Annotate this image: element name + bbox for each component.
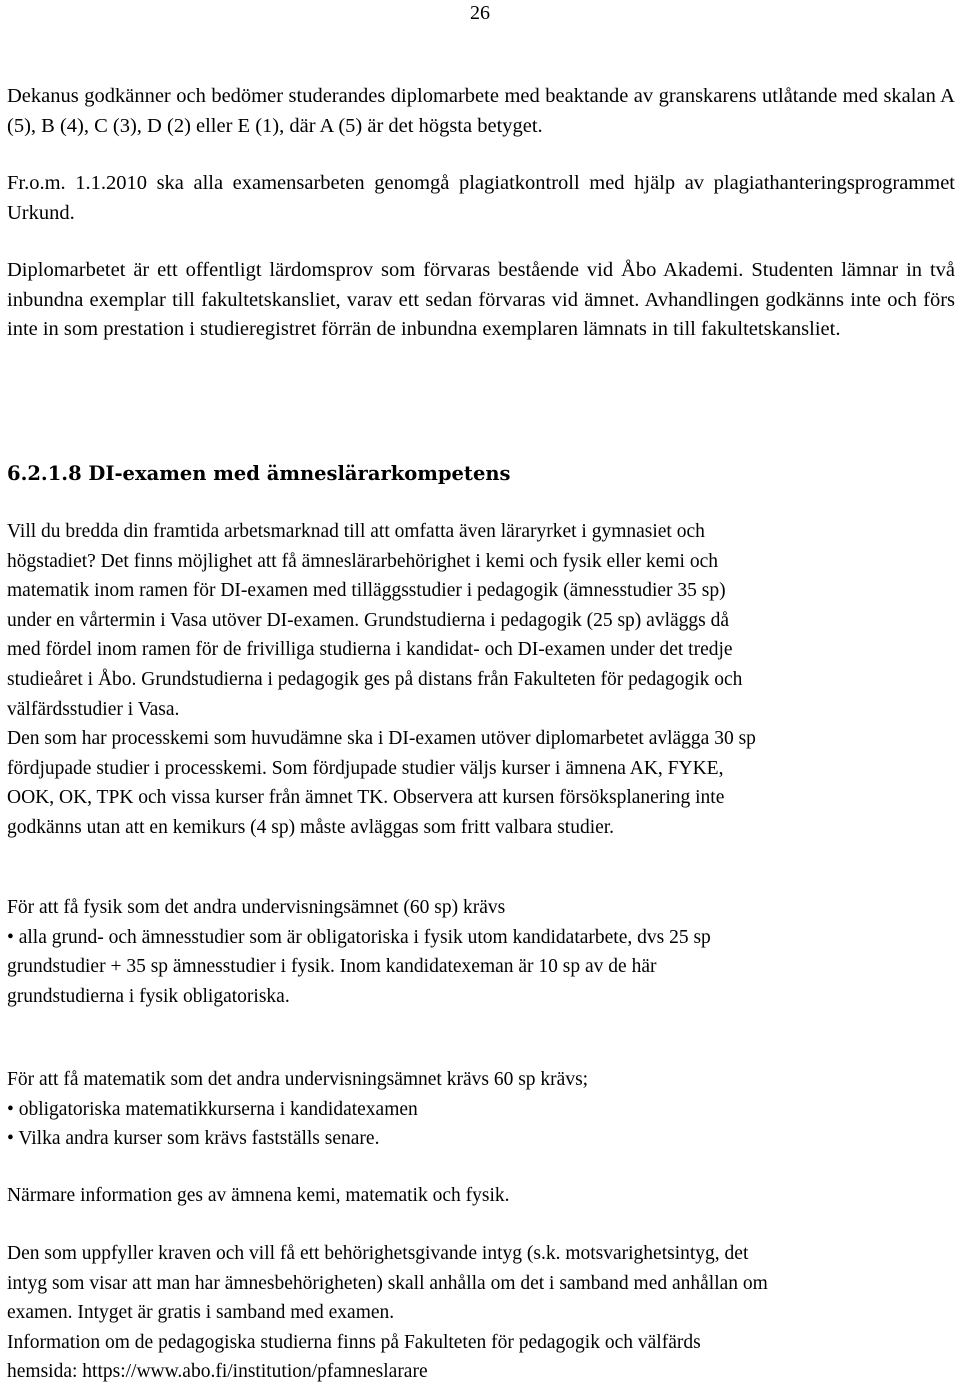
website-line: hemsida: https://www.abo.fi/institution/pfamneslarare: [7, 1361, 428, 1383]
bullet-item: • alla grund- och ämnesstudier som är obligatoriska i fysik utom kandidatarbete, dvs 25 sp: [7, 926, 711, 948]
paragraph-line: intyg som visar att man har ämnesbehörigheten) skall anhålla om det i samband med anhållan om: [7, 1272, 768, 1294]
paragraph-line: med fördel inom ramen för de frivilliga studierna i kandidat- och DI-examen under det tredje: [7, 639, 733, 661]
paragraph-line: Den som uppfyller kraven och vill få ett behörighetsgivande intyg (s.k. motsvarighetsintyg, det: [7, 1243, 749, 1264]
teacher-qualification-paragraph: [7, 517, 952, 843]
paragraph-line: examen. Intyget är gratis i samband med examen.: [7, 1302, 395, 1324]
paragraph-line: Vill du bredda din framtida arbetsmarknad till att omfatta även läraryrket i gymnasiet och: [7, 521, 705, 542]
paragraph-line: välfärdsstudier i Vasa.: [7, 698, 180, 720]
paragraph-line: fördjupade studier i processkemi. Som fördjupade studier väljs kurser i ämnena AK, FYKE,: [7, 757, 724, 779]
bullet-item: • Vilka andra kurser som krävs fastställs senare.: [7, 1128, 380, 1150]
math-requirements: [7, 1065, 952, 1154]
more-info-text: Närmare information ges av ämnena kemi, matematik och fysik.: [7, 1185, 510, 1206]
paragraph-line: Den som har processkemi som huvudämne ska i DI-examen utöver diplomarbetet avlägga 30 sp: [7, 728, 756, 750]
certificate-paragraph: [7, 1239, 952, 1387]
grading-paragraph: Dekanus godkänner och bedömer studerandes diplomarbete med beaktande av granskarens utlåtande med skalan A (5), B (4), C (3), D (2) eller E (1), där A (5) är det högsta betyget.: [7, 85, 955, 137]
requirements-intro: För att få fysik som det andra undervisningsämnet (60 sp) krävs: [7, 897, 506, 918]
plagiarism-paragraph: Fr.o.m. 1.1.2010 ska alla examensarbeten genomgå plagiatkontroll med hjälp av plagiathanteringsprogrammet Urkund.: [7, 172, 955, 224]
physics-requirements: [7, 893, 952, 1011]
paragraph-line: grundstudier + 35 sp ämnesstudier i fysik. Inom kandidatexeman är 10 sp av de här: [7, 956, 657, 978]
paragraph-line: OOK, OK, TPK och vissa kurser från ämnet TK. Observera att kursen försöksplanering inte: [7, 787, 725, 809]
public-thesis-paragraph: Diplomarbetet är ett offentligt lärdomsprov som förvaras bestående vid Åbo Akademi. Studenten lämnar in två inbundna exemplar till fakultetskansliet, varav ett sedan förvaras vid ämnet. Avhandlingen godkänns inte och förs inte in som prestation i studieregistret förrän de inbundna exemplaren lämnats in till fakultetskansliet.: [7, 259, 955, 340]
more-info-line: [7, 1181, 952, 1211]
paragraph-line: godkänns utan att en kemikurs (4 sp) måste avläggas som fritt valbara studier.: [7, 816, 615, 838]
paragraph-line: högstadiet? Det finns möjlighet att få ämneslärarbehörighet i kemi och fysik eller kemi och: [7, 550, 718, 572]
paragraph-line: studieåret i Åbo. Grundstudierna i pedagogik ges på distans från Fakulteten för pedagogik och: [7, 668, 743, 690]
paragraph-line: under en vårtermin i Vasa utöver DI-examen. Grundstudierna i pedagogik (25 sp) avläggs då: [7, 609, 730, 631]
paragraph-line: grundstudierna i fysik obligatoriska.: [7, 985, 290, 1007]
bullet-item: • obligatoriska matematikkurserna i kandidatexamen: [7, 1098, 418, 1120]
page-number: 26: [470, 2, 490, 24]
paragraph-line: matematik inom ramen för DI-examen med tilläggsstudier i pedagogik (ämnesstudier 35 sp): [7, 580, 726, 602]
requirements-intro: För att få matematik som det andra undervisningsämnet krävs 60 sp krävs;: [7, 1069, 589, 1090]
paragraph-line: Information om de pedagogiska studierna finns på Fakulteten för pedagogik och välfärds: [7, 1331, 701, 1353]
section-heading: 6.2.1.8 DI-examen med ämneslärarkompetens: [7, 462, 511, 485]
